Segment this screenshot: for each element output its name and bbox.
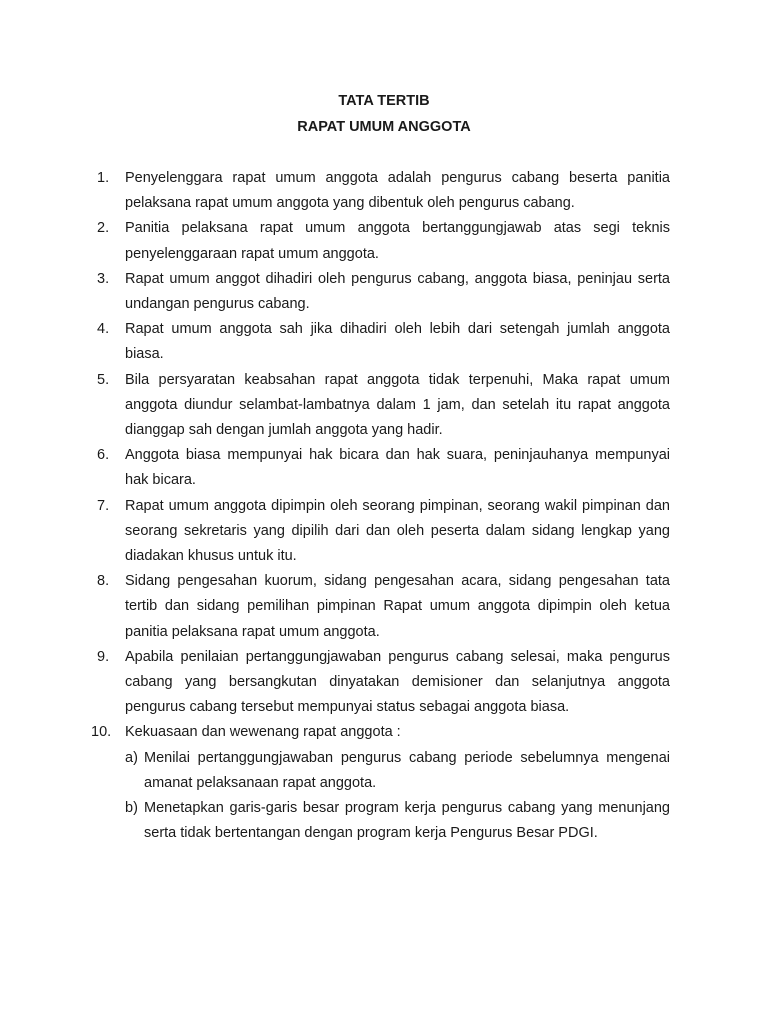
- list-item-text: Sidang pengesahan kuorum, sidang pengesahan acara, sidang pengesahan tata tertib dan sidang pemilihan pimpinan Rapat umum anggota dipimpin oleh ketua panitia pelaksana rapat umum anggota.: [125, 573, 670, 640]
- list-item-text: Apabila penilaian pertanggungjawaban pengurus cabang selesai, maka pengurus cabang yang bersangkutan dinyatakan demisioner dan selanjutnya anggota pengurus cabang tersebut mempunyai status sebagai anggota biasa.: [125, 648, 670, 716]
- sub-item: [125, 746, 670, 796]
- list-item-text: Bila persyaratan keabsahan rapat anggota tidak terpenuhi, Maka rapat umum anggota diundur selambat-lambatnya dalam 1 jam, dan setelah itu rapat anggota dianggap sah dengan jumlah anggota yang hadir.: [125, 371, 670, 439]
- list-item: [0, 267, 768, 317]
- list-item: [0, 443, 768, 493]
- list-item-number: 4.: [97, 321, 110, 338]
- list-item-text: Anggota biasa mempunyai hak bicara dan hak suara, peninjauhanya mempunyai hak bicara.: [125, 447, 670, 489]
- list-item-number: 3.: [97, 270, 110, 287]
- sub-item: [125, 796, 670, 846]
- list-item: [0, 494, 768, 570]
- sub-item-text: Menilai pertanggungjawaban pengurus cabang periode sebelumnya mengenai amanat pelaksanaan rapat anggota.: [144, 749, 670, 791]
- list-item-number: 5.: [97, 371, 110, 388]
- sub-item-label: b): [125, 800, 138, 817]
- list-item-number: 8.: [97, 573, 110, 590]
- list-item-number: 2.: [97, 220, 110, 237]
- list-item-text: Rapat umum anggot dihadiri oleh pengurus cabang, anggota biasa, peninjau serta undangan pengurus cabang.: [125, 270, 670, 313]
- rules-list: [0, 166, 768, 846]
- list-item: [0, 368, 768, 444]
- list-item-text: Penyelenggara rapat umum anggota adalah pengurus cabang beserta panitia pelaksana rapat umum anggota yang dibentuk oleh pengurus cabang.: [125, 170, 670, 212]
- sub-item-text: Menetapkan garis-garis besar program kerja pengurus cabang yang menunjang serta tidak bertentangan dengan program kerja Pengurus Besar PDGI.: [144, 800, 670, 842]
- list-item: [0, 216, 768, 266]
- list-item: [0, 166, 768, 216]
- list-item-text: Rapat umum anggota dipimpin oleh seorang pimpinan, seorang wakil pimpinan dan seorang sekretaris yang dipilih dari dan oleh peserta dalam sidang lengkap yang diadakan khusus untuk itu.: [125, 497, 670, 565]
- list-item-number: 9.: [97, 648, 110, 665]
- document-subtitle: RAPAT UMUM ANGGOTA: [297, 119, 471, 135]
- list-item: [0, 569, 768, 645]
- document-title: TATA TERTIB: [338, 93, 430, 109]
- list-item-text: Rapat umum anggota sah jika dihadiri oleh lebih dari setengah jumlah anggota biasa.: [125, 321, 670, 363]
- list-item: [0, 720, 768, 846]
- list-item-number: 1.: [97, 170, 110, 186]
- list-item-number: 6.: [97, 447, 110, 464]
- list-item-number: 10.: [91, 724, 112, 741]
- sub-item-label: a): [125, 749, 138, 766]
- list-item-number: 7.: [97, 497, 110, 514]
- list-item-text: Panitia pelaksana rapat umum anggota bertanggungjawab atas segi teknis penyelenggaraan rapat umum anggota.: [125, 220, 670, 262]
- list-item: [0, 317, 768, 367]
- list-item-text: Kekuasaan dan wewenang rapat anggota :: [125, 724, 401, 741]
- list-item: [0, 645, 768, 721]
